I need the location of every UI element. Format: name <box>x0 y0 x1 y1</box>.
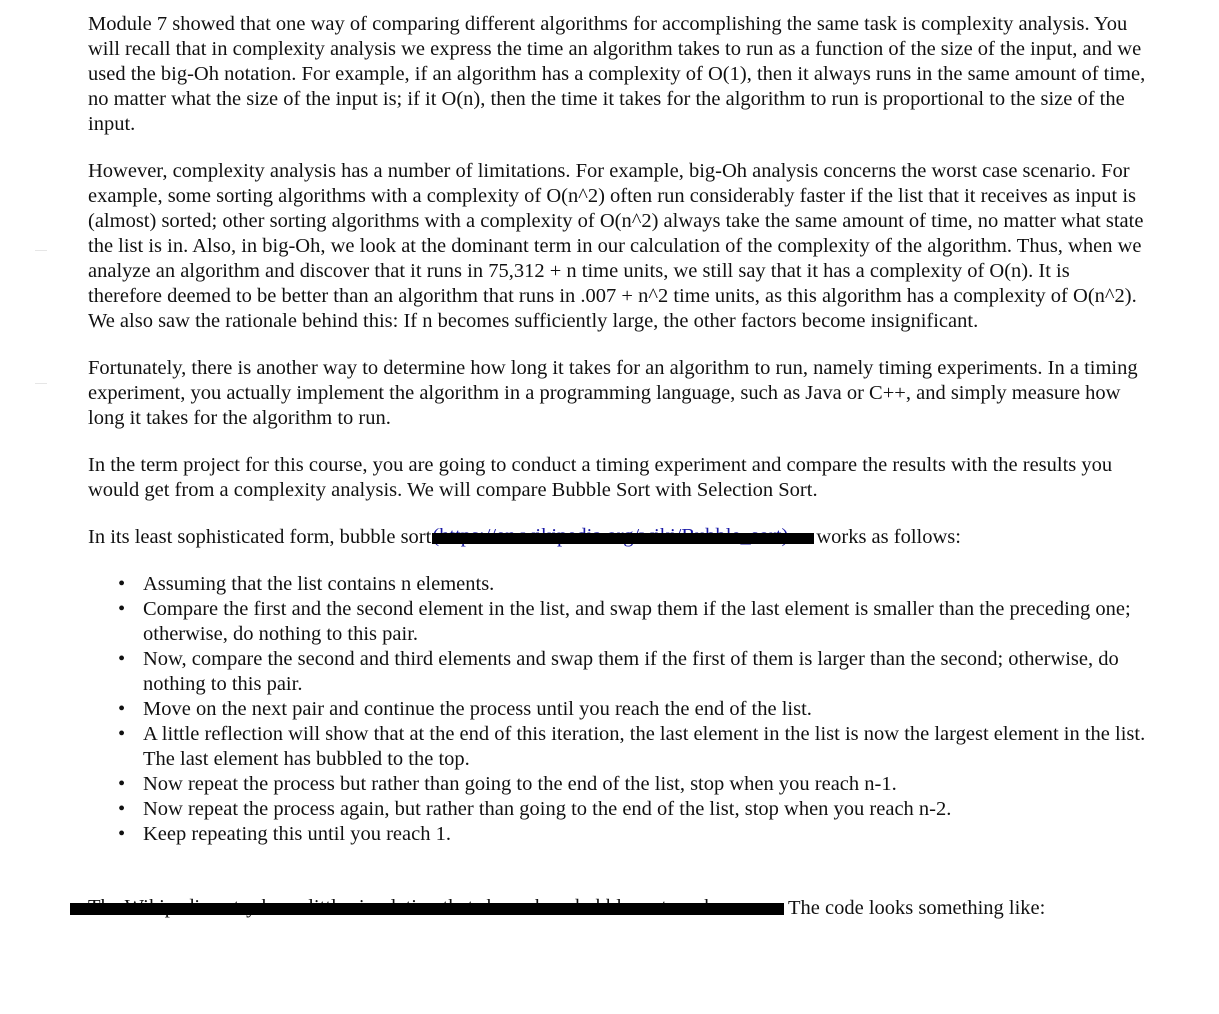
bullet-icon: • <box>118 648 126 670</box>
bubble-sort-steps-list <box>88 572 1148 847</box>
step-text: Compare the first and the second element in the list, and swap them if the last element is smaller than the preceding one; otherwise, do nothing to this pair. <box>143 598 1131 645</box>
bullet-icon: • <box>118 573 126 595</box>
list-item <box>118 697 1148 722</box>
bullet-icon: • <box>118 598 126 620</box>
list-item <box>118 572 1148 597</box>
redaction-bar <box>432 533 814 544</box>
list-item <box>118 822 1148 847</box>
step-text: Now, compare the second and third elements and swap them if the first of them is larger than the second; otherwise, do nothing to this pair. <box>143 648 1119 695</box>
bullet-icon: • <box>118 773 126 795</box>
list-item <box>118 772 1148 797</box>
list-item <box>118 597 1148 647</box>
list-item <box>118 797 1148 822</box>
step-text: A little reflection will show that at the end of this iteration, the last element in the list is now the largest element in the list. The last element has bubbled to the top. <box>143 723 1146 770</box>
document-body <box>88 12 1148 869</box>
code-intro-text: The code looks something like: <box>788 897 1046 919</box>
bullet-icon: • <box>118 698 126 720</box>
redaction-bar <box>70 903 784 915</box>
paragraph-complexity-limitations: However, complexity analysis has a number of limitations. For example, big-Oh analysis concerns the worst case scenario. For example, some sorting algorithms with a complexity of O(n^2) often run considerably faster if the list that it receives as input is (almost) sorted; other sorting algorithms with a complexity of O(n^2) always take the same amount of time, no matter what state the list is in. Also, in big-Oh, we look at the dominant term in our calculation of the complexity of the algorithm. Thus, when we analyze an algorithm and discover that it runs in 75,312 + n time units, we still say that it has a complexity of O(n). It is therefore deemed to be better than an algorithm that runs in .007 + n^2 time units, as this algorithm has a complexity of O(n^2). We also saw the rationale behind this: If n becomes sufficiently large, the other factors become insignificant. <box>88 160 1144 332</box>
paragraph-timing-experiments: Fortunately, there is another way to determine how long it takes for an algorithm to run, namely timing experiments. In a timing experiment, you actually implement the algorithm in a programming language, such as Java or C++, and simply measure how long it takes for the algorithm to run. <box>88 357 1138 429</box>
margin-mark-lower <box>35 383 47 384</box>
bubble-sort-intro-text: In its least sophisticated form, bubble sort <box>88 526 432 548</box>
bullet-icon: • <box>118 798 126 820</box>
paragraph-complexity-intro: Module 7 showed that one way of comparing different algorithms for accomplishing the same task is complexity analysis. You will recall that in complexity analysis we express the time an algorithm takes to run as a function of the size of the input, and we used the big-Oh notation. For example, if an algorithm has a complexity of O(1), then it always runs in the same amount of time, no matter what the size of the input is; if it O(n), then the time it takes for the algorithm to run is proportional to the size of the input. <box>88 13 1146 135</box>
step-text: Keep repeating this until you reach 1. <box>143 823 451 845</box>
redacted-wikipedia-link[interactable] <box>432 525 814 547</box>
redacted-simulation-sentence <box>70 895 784 919</box>
paragraph-bubble-sort-intro <box>88 525 1148 550</box>
list-item <box>118 722 1148 772</box>
bullet-icon: • <box>118 823 126 845</box>
list-item <box>118 647 1148 697</box>
bullet-icon: • <box>118 723 126 745</box>
paragraph-term-project: In the term project for this course, you are going to conduct a timing experiment and compare the results with the results you would get from a complexity analysis. We will compare Bubble Sort with Selection Sort. <box>88 454 1113 501</box>
step-text: Now repeat the process again, but rather than going to the end of the list, stop when you reach n-2. <box>143 798 952 820</box>
margin-mark-upper <box>35 250 47 251</box>
bubble-sort-intro-tail: works as follows: <box>816 526 961 548</box>
step-text: Assuming that the list contains n elements. <box>143 573 495 595</box>
step-text: Move on the next pair and continue the process until you reach the end of the list. <box>143 698 812 720</box>
paragraph-code-intro <box>70 895 1170 921</box>
step-text: Now repeat the process but rather than going to the end of the list, stop when you reach n-1. <box>143 773 897 795</box>
